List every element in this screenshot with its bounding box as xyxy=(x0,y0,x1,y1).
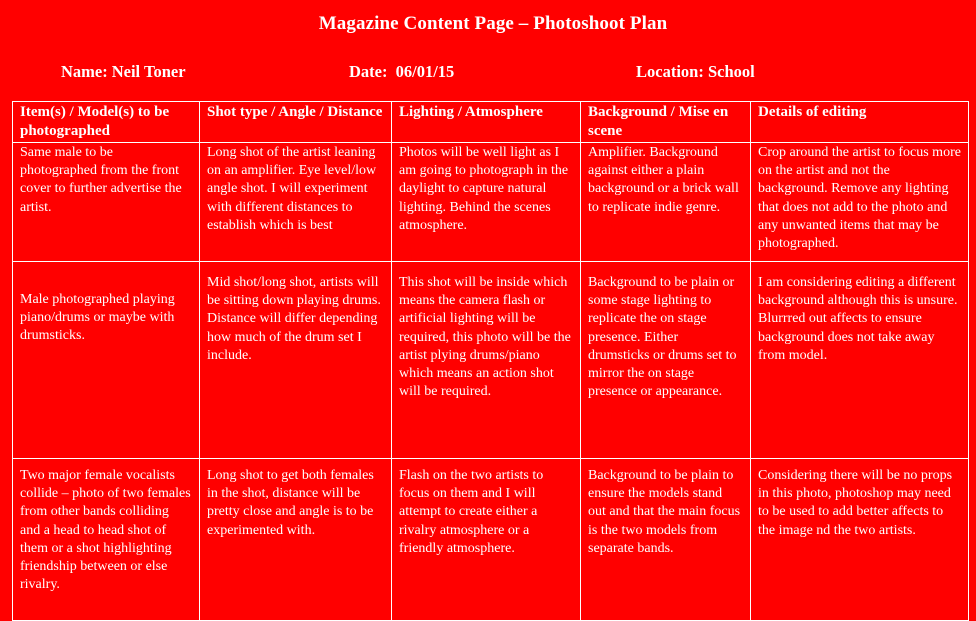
table-cell: Crop around the artist to focus more on the artist and not the background. Remove any lighting that does not add to the photo and any unwanted items that may be photographed. xyxy=(751,143,969,262)
table-cell: Photos will be well light as I am going to photograph in the daylight to capture natural lighting. Behind the scenes atmosphere. xyxy=(392,143,581,262)
photoshoot-plan-table xyxy=(12,101,969,621)
table-cell: Amplifier. Background against either a plain background or a brick wall to replicate indie genre. xyxy=(581,143,751,262)
table-cell: Considering there will be no props in this photo, photoshop may need to be used to add better affects to the image nd the two artists. xyxy=(751,459,969,621)
header-background: Background / Mise en scene xyxy=(581,102,751,143)
table-cell: Long shot of the artist leaning on an amplifier. Eye level/low angle shot. I will experiment with different distances to establish which is best xyxy=(200,143,392,262)
header-shot-type: Shot type / Angle / Distance xyxy=(200,102,392,143)
table-header-row xyxy=(13,102,969,143)
location-label: Location: xyxy=(636,62,704,81)
table-cell: Flash on the two artists to focus on them and I will attempt to create either a rivalry atmosphere or a friendly atmosphere. xyxy=(392,459,581,621)
table-cell: Same male to be photographed from the front cover to further advertise the artist. xyxy=(13,143,200,262)
table-cell: This shot will be inside which means the camera flash or artificial lighting will be required, this photo will be the artist plying drums/piano which means an action shot will be required. xyxy=(392,262,581,459)
date-label: Date: xyxy=(349,62,388,81)
meta-name xyxy=(61,62,186,82)
meta-date xyxy=(349,62,454,82)
table-cell: Background to be plain or some stage lighting to replicate the on stage presence. Either drumsticks or drums set to mirror the on stage presence or appearance. xyxy=(581,262,751,459)
table-row xyxy=(13,459,969,621)
page-title: Magazine Content Page – Photoshoot Plan xyxy=(318,13,668,34)
table-row xyxy=(13,262,969,459)
date-value: 06/01/15 xyxy=(395,62,455,81)
table-cell: Mid shot/long shot, artists will be sitting down playing drums. Distance will differ depending how much of the drum set I include. xyxy=(200,262,392,459)
table-cell: Two major female vocalists collide – photo of two females from other bands colliding and a head to head shot of them or a shot highlighting friendship between or else rivalry. xyxy=(13,459,200,621)
header-items-models: Item(s) / Model(s) to be photographed xyxy=(13,102,200,143)
table-cell: I am considering editing a different background although this is unsure. Blurrred out affects to ensure background does not take away from model. xyxy=(751,262,969,459)
table-cell: Long shot to get both females in the shot, distance will be pretty close and angle is to be experimented with. xyxy=(200,459,392,621)
name-label: Name: xyxy=(61,62,108,81)
table-row xyxy=(13,143,969,262)
table-cell: Male photographed playing piano/drums or maybe with drumsticks. xyxy=(13,262,200,459)
header-editing: Details of editing xyxy=(751,102,969,143)
name-value: Neil Toner xyxy=(111,62,186,81)
table-cell: Background to be plain to ensure the models stand out and that the main focus is the two models from separate bands. xyxy=(581,459,751,621)
header-lighting: Lighting / Atmosphere xyxy=(392,102,581,143)
meta-location xyxy=(636,62,755,82)
location-value: School xyxy=(707,62,755,81)
